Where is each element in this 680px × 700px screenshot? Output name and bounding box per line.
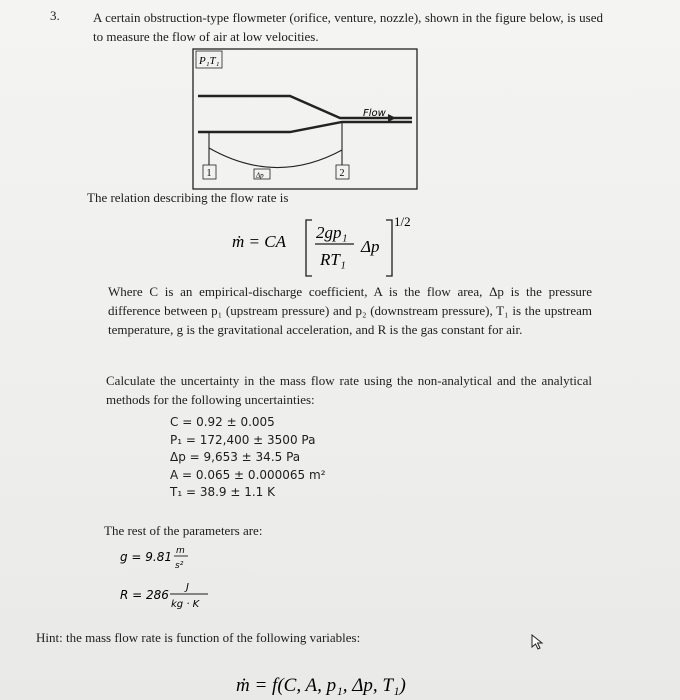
r-num: J bbox=[186, 582, 189, 593]
eq-exponent: 1/2 bbox=[394, 214, 411, 229]
uncertainty-c: C = 0.92 ± 0.005 bbox=[170, 415, 275, 429]
relation-intro: The relation describing the flow rate is bbox=[87, 190, 289, 205]
flowmeter-figure bbox=[192, 48, 418, 190]
hint-equation-text: ṁ = f(C, A, p₁, Δp, T₁) bbox=[236, 675, 406, 696]
eq-denominator: RT₁ bbox=[320, 250, 346, 269]
uncertainty-dp: Δp = 9,653 ± 34.5 Pa bbox=[170, 450, 301, 464]
station-1-label: 1 bbox=[206, 168, 212, 179]
uncertainty-list bbox=[170, 414, 326, 502]
uncertainty-a: A = 0.065 ± 0.000065 m² bbox=[170, 467, 326, 482]
g-den: s² bbox=[175, 561, 184, 571]
flow-label: Flow bbox=[363, 108, 386, 119]
gas-constant-parameter bbox=[120, 580, 220, 612]
g-lhs: g = 9.81 bbox=[120, 550, 173, 564]
eq-lhs: ṁ = CA bbox=[232, 232, 286, 251]
rest-parameters-intro: The rest of the parameters are: bbox=[104, 523, 263, 538]
inlet-label: P₁T₁ bbox=[199, 55, 220, 67]
hint-equation bbox=[236, 668, 476, 698]
r-lhs: R = 286 bbox=[120, 588, 169, 602]
task-paragraph: Calculate the uncertainty in the mass flow rate using the non-analytical and the analytical methods for the following uncertainties: bbox=[106, 373, 592, 407]
g-num: m bbox=[176, 546, 185, 556]
mouse-cursor-icon bbox=[531, 634, 545, 650]
uncertainty-p1: P₁ = 172,400 ± 3500 Pa bbox=[170, 432, 316, 447]
dp-label: Δp bbox=[256, 171, 264, 180]
hint-text: Hint: the mass flow rate is function of the following variables: bbox=[36, 630, 361, 645]
uncertainty-t1: T₁ = 38.9 ± 1.1 K bbox=[170, 485, 275, 499]
problem-number: 3. bbox=[50, 8, 60, 23]
gravity-parameter bbox=[120, 543, 200, 571]
definitions-paragraph: Where C is an empirical-discharge coefficient, A is the flow area, Δp is the pressure difference between p₁ (upstream pressure) and p₂ (downstream pressure), T₁ is the upstream temperature, g is the gravitational acceleration, and R is the gas constant for air. bbox=[108, 284, 592, 337]
eq-numerator: 2gp₁ bbox=[316, 223, 348, 242]
eq-dp: Δp bbox=[361, 237, 380, 256]
problem-statement: A certain obstruction-type flowmeter (orifice, venture, nozzle), shown in the figure below, is used to measure the flow of air at low velocities. bbox=[93, 10, 603, 44]
station-2-label: 2 bbox=[339, 168, 345, 179]
flow-rate-equation bbox=[232, 214, 452, 280]
r-den: kg · K bbox=[171, 599, 200, 610]
